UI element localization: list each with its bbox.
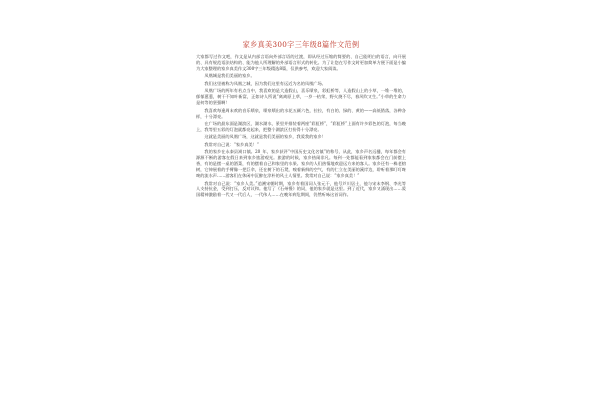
document-body xyxy=(196,54,406,198)
paragraph: 我们这里被称为凤凰之城，因为我们这里有远近为名的凤凰广场。 xyxy=(204,80,326,86)
document-page xyxy=(196,40,406,380)
paragraph: 我喜欢每逢周末欢的音乐喷泉，喷泉喷出的水花五颜六色，拉拉，有白的、绿的、黄的——高低错落，各种各样，十分漂亮。 xyxy=(196,107,406,119)
paragraph: 我常对自己说：“家乡人美。”追溯宋朝时期，家乡有着国词人张元干，他号芦川居士，他与宋末李纲、李光等人支持抗金，受到打压，反对议和。他写了《石州慢》的词，他的家乡就是这里。到了近代，家乡又涌现出……爱国精神激励着一代又一代后人，一代伟人……在晚年病危期间，仍然听咏这首词作。 xyxy=(196,180,406,198)
paragraph: 在广场的最东面是湖滨区，湖水湖水，景里并排装着两座“彩虹桥”，“彩虹桥”上面有许多彩色的灯泡，每当晚上，我等里五彩的灯泡就都亮起来，把整个湖滨区打扮得十分漂亮。 xyxy=(196,121,406,132)
paragraph: 凤凰广场的两年有若点当中，我喜欢的是大造假山，喜乐喷泉，彩虹桥等，人造假山上的小草，一堆一堆的，郁郁葱葱，树干不知叶新富，正如诗人所说“离离原上草，一岁一枯荣，野火烧不尽，春风吹又生。”小草的生命力是何等的坚强啊！ xyxy=(196,88,406,106)
paragraph: 我常对自己说：“家乡真美！” xyxy=(204,141,259,147)
document-title: 家乡真美300字三年级8篇作文范例 xyxy=(242,40,360,49)
paragraph: 凤凰城是我们美丽的家乡。 xyxy=(204,73,255,79)
paragraph: 这就是美丽的凤凰广场，这就是我们美丽的家乡，我爱我的家乡！ xyxy=(204,134,326,140)
paragraph: 大家都写过作文吧，作文是从内部言语向外部言语的过渡，即从经过压缩的简要的、自己能明白的语言，向开展的、具有规范语法结构的、能为他人所理解的外部语言形式的转化。为了让您在写作文时更加简单方便下面是小编为大家整理的家乡真美作文300字三年级精选8篇，仅供参考，欢迎大家阅读。 xyxy=(196,54,406,71)
paragraph: 我的家乡在永泰县嵩口镇。20_年，家乡获评“中国历史文化名镇”的称号，从此，家乡声名远播，每年都会有源源不断的游客在假日来到家乡旅游观光。旅游的时候，家乡热闹非凡。每到一处都能看到家家都会在门前摆上香，有的是摆一桌的酒菜，有的摆着自己和家里的水果。家乡的人们热情地欢迎远方来的客人。家乡还有一株老榕树，它伸展着的手臂像一把巨伞，还在树下的石凳，嗅着新鲜的空气，有的仁立在美丽的溪岸边，聆听着那叮叮咚咚的流水声……游客们在休闲中沉醉在淳朴的风土人情里。我常对自己说：“家乡真美！” xyxy=(196,149,406,179)
